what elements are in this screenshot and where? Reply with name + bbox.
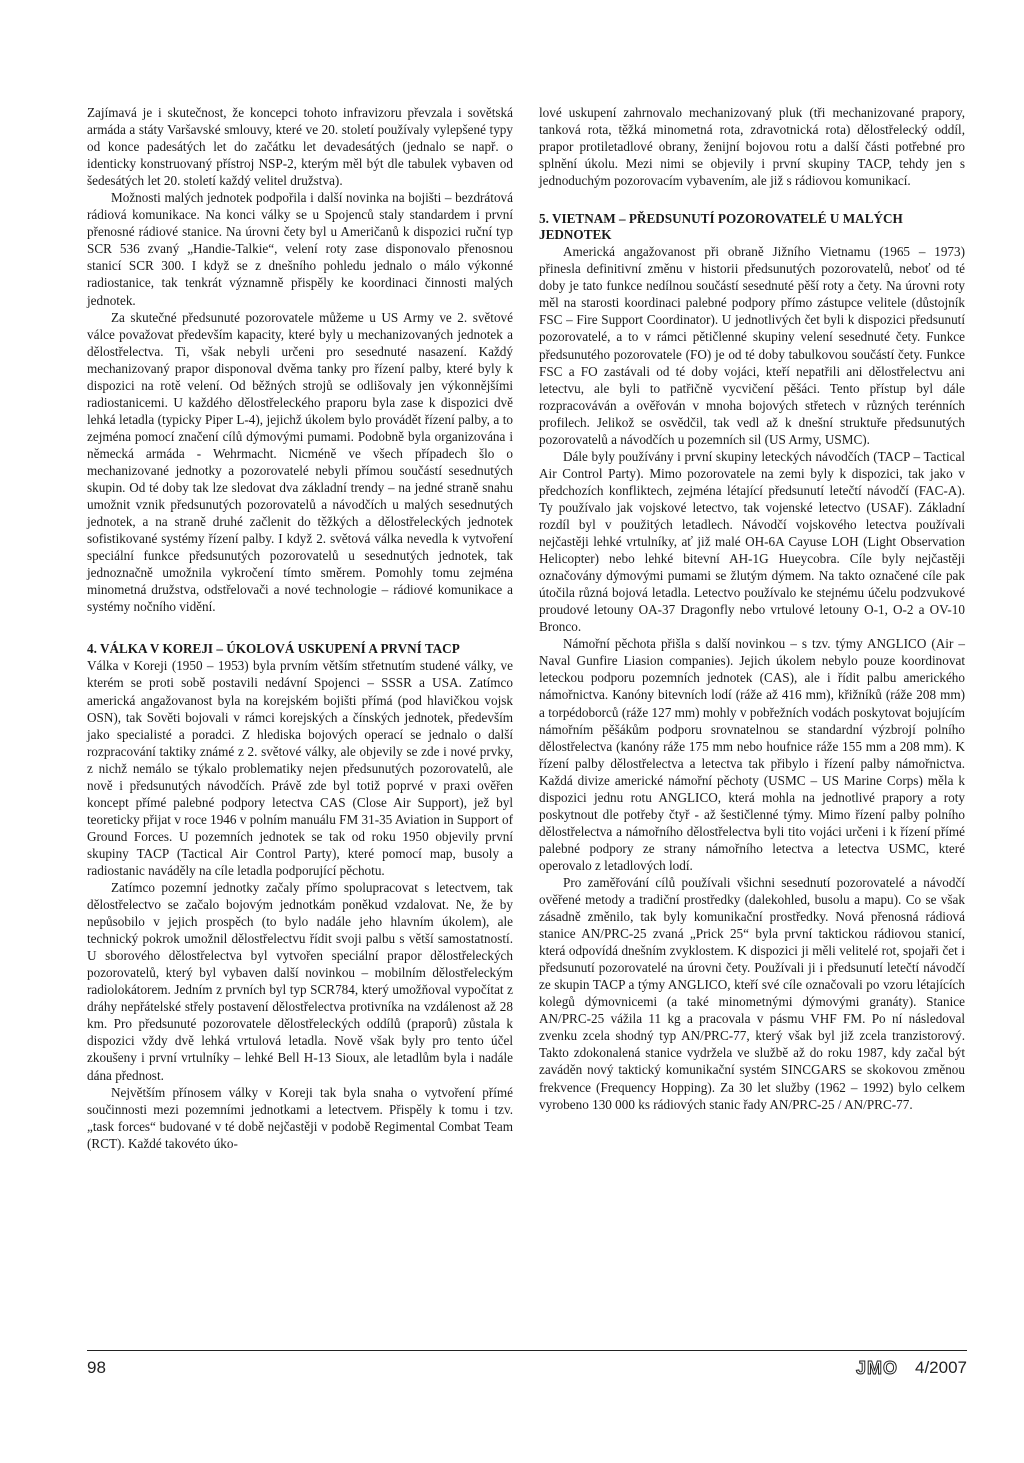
paragraph: Možnosti malých jednotek podpořila i další novinka na bojišti – bezdrátová rádiová komunikace. Na konci války se u Spojenců staly standardem i první přenosné rádiové stanice. Na úrovni čety byl u Američanů k dispozici ruční typ SCR 536 zvaný „Handie-Talkie“, velení roty zase disponovalo přenosnou stanicí SCR 300. I když se z dnešního pohledu jednalo o málo výkonné radiostanice, tak tenkrát významně přispěly ke koordinaci činnosti malých jednotek. [87, 190, 513, 308]
paragraph: Námořní pěchota přišla s další novinkou – s tzv. týmy ANGLICO (Air – Naval Gunfire Liasion companies). Jejich úkolem nebylo pouze koordinovat leteckou podporu pozemních jednotek (CAS), ale i řídit palbu amerického námořnictva. Kanóny bitevních lodí (ráže až 416 mm), křižníků (ráže 208 mm) a torpédoborců (ráže 127 mm) mohly v pobřežních vodách poskytovat bojujícím námořním pěšákům podporu srovnatelnou se standardní výzbrojí polního dělostřelectva (kanóny ráže 175 mm nebo houfnice ráže 155 mm a 208 mm). K řízení palby dělostřelectva a letectva tak přibylo i řízení palby námořnictva. Každá divize americké námořní pěchoty (USMC – US Marine Corps) měla k dispozici jednu rotu ANGLICO, která mohla na jednotlivé prapory a roty poskytnout dle potřeby čtyř - až šestičlenné týmy. Mimo řízení palby polního dělostřelectva a námořního dělostřelectva byli tito vojáci určeni i k řízení přímé palebné podpory ze strany námořního letectva a letectva USMC, které operovalo z letadlových lodí. [539, 636, 965, 873]
paragraph: Dále byly používány i první skupiny leteckých návodčích (TACP – Tactical Air Control Party). Mimo pozorovatele na zemi byly k dispozici, tak jako v předchozích konfliktech, zejména létající předsunutí letečtí návodčí (FAC-A). Ty používalo jak vojskové letectvo, tak vojenské letectvo (USAF). Základní rozdíl byl v použitých letadlech. Návodčí vojskového letectva používali nejčastěji lehké vrtulníky, ať již malé OH-6A Cayuse LOH (Light Observation Helicopter) nebo lehké bitevní AH-1G Hueycobra. Cíle byly nejčastěji označovány dýmovými pumami se žlutým dýmem. Na takto označené cíle pak útočila různá bojová letadla. Letectvo používalo ke stejnému účelu podzvukové proudové letouny OA-37 Dragonfly nebo vrtulové letouny O-1, O-2 a OV-10 Bronco. [539, 448, 965, 635]
paragraph: Za skutečné předsunuté pozorovatele můžeme u US Army ve 2. světové válce považovat především kapacity, které byly u mechanizovaných jednotek a dělostřelectva. Ti, však nebyli určeni pro sesednuté nasazení. Každý mechanizovaný prapor disponoval dvěma tanky pro řízení palby, které byly k dispozici na rotě velení. Od běžných strojů se odlišovaly jen výkonnějšími radiostanicemi. U každého dělostřeleckého praporu byla zase k dispozici dvě lehká letadla (typicky Piper L-4), jejichž úkolem bylo provádět řízení palby, a to zejména pomocí značení cílů dýmovými pumami. Podobně byla organizována i německá armáda - Wehrmacht. Nicméně ve všech případech šlo o mechanizované jednotky a pozorovatelé nebyli přímou součástí sesednutých skupin. Od té doby tak lze sledovat dva základní trendy – na jedné straně snahu umožnit vznik předsunutých pozorovatelů a návodčích u malých sesednutých jednotek, a na straně druhé začlenit do těžkých a dělostřeleckých jednotek sofistikované systémy řízení palby. I když 2. světová válka nevedla k vytvoření speciální funkce předsunutých pozorovatelů u sesednutých jednotek, tak jednoznačně umožnila vykročení tímto směrem. Pomohly tomu zejména minometná družstva, odstřelovači a nové technologie – rádiové komunikace a systémy nočního vidění. [87, 309, 513, 615]
issue-number: 4/2007 [915, 1358, 967, 1377]
paragraph: Americká angažovanost při obraně Jižního Vietnamu (1965 – 1973) přinesla definitivní změnu v historii předsunutých pozorovatelů, neboť od té doby je tato funkce nedílnou součástí sesednuté pěší roty a čety. Na úrovni roty měl na starosti koordinaci palebné podpory přímo zástupce velitele (důstojník FSC – Fire Support Coordinator). U jednotlivých čet byli k dispozici předsunutí pozorovatelé, a to v rámci pětičlenné skupiny velení sesednuté čety. Funkce předsunutého pozorovatele (FO) je od té doby tabulkovou součástí čety. Funkce FSC a FO zastávali od té doby vojáci, kteří nepatřili ani dělostřelectvu ani letectvu, ale byli to patřičně vycvičení pěšáci. Tento přístup byl dále rozpracováván a ověřován v mnoha bojových střetech v různých terénních profilech. Jelikož se osvědčil, tak vedl až k dnešní struktuře předsunutých pozorovatelů a návodčích u pozemních sil (US Army, USMC). [539, 244, 965, 447]
paragraph: Největším přínosem války v Koreji tak byla snaha o vytvoření přímé součinnosti mezi pozemními jednotkami a letectvem. Přispěly k tomu i tzv. „task forces“ budované v té době nejčastěji v podobě Regimental Combat Team (RCT). Každé takovéto úko- [87, 1084, 513, 1151]
journal-logo: JMO [856, 1358, 899, 1378]
paragraph: Zatímco pozemní jednotky začaly přímo spolupracovat s letectvem, tak dělostřelectvo se začalo bojovým jednotkám poněkud vzdalovat. Ne, že by nepůsobilo v jejich prospěch (to bylo nadále jeho hlavním úkolem), ale technický pokrok umožnil dělostřelectvu řídit svoji palbu s větší samostatností. U sborového dělostřelectva byl vytvořen speciální prapor dělostřeleckých pozorovatelů, který byl vybaven další novinkou – mobilním dělostřeleckým radiolokátorem. Jedním z prvních byl typ SCR784, který umožňoval vypočítat z dráhy nepřátelské střely postavení dělostřelectva protivníka na vzdálenost až 28 km. Pro předsunuté pozorovatele dělostřeleckých oddílů (praporů) zůstala k dispozici vždy dvě lehká vrtulová letadla. Nově však byly pro tento účel zkoušeny i první vrtulníky – lehké Bell H-13 Sioux, ale letadlům byla i nadále dána přednost. [87, 880, 513, 1083]
section-heading-4: 4. VÁLKA V KOREJI – ÚKOLOVÁ USKUPENÍ A PRVNÍ TACP [87, 641, 460, 657]
paragraph: Válka v Koreji (1950 – 1953) byla prvním větším střetnutím studené války, ve kterém se proti sobě postavili nedávní Spojenci – SSSR a USA. Zatímco americká angažovanost byla na korejském bojišti přímá (pod hlavičkou vojsk OSN), tak Sověti bojovali v rámci korejských a čínských jednotek, především jako specialisté a poradci. Z hlediska bojových operací se jednalo o další rozpracování taktiky známé z 2. světové války, ale objevily se zde i nové prvky, z nichž nemálo se týkalo problematiky nejen předsunutých pozorovatelů, ale nově i předsunutých návodčích. Právě zde byl totiž poprvé v praxi ověřen koncept přímé palebné podpory letectva CAS (Close Air Support), jež byl teoreticky přijat v roce 1946 v polním manuálu FM 31-35 Aviation in Support of Ground Forces. U pozemních jednotek se tak od roku 1950 objevily první skupiny TACP (Tactical Air Control Party), které pomocí map, busoly a radiostanic naváděly na cíle letadla podporující pěchotu. [87, 658, 513, 878]
paragraph: Zajímavá je i skutečnost, že koncepci tohoto infravizoru převzala i sovětská armáda a státy Varšavské smlouvy, které ve 20. století používaly vylepšené typy od konce padesátých let do začátku let devadesátých (jednalo se např. o identicky konstruovaný přístroj NSP-2, kterým měl být dle tabulek vybaven od šedesátých let 20. století každý velitel družstva). [87, 105, 513, 189]
section-heading-5: 5. VIETNAM – PŘEDSUNUTÍ POZOROVATELÉ U MALÝCH JEDNOTEK [539, 211, 903, 243]
footer-divider [87, 1350, 967, 1351]
paragraph: Pro zaměřování cílů používali všichni sesednutí pozorovatelé a návodčí ověřené metody a tradiční prostředky (dalekohled, busolu a mapu). Co se však zásadně změnilo, tak byly komunikační prostředky. Nová přenosná rádiová stanice AN/PRC-25 zvaná „Prick 25“ byla první taktickou rádiovou stanicí, která odpovídá dnešním zvyklostem. K dispozici ji měli velitelé rot, spojaři čet i předsunutí pozorovatelé na úrovni čety. Používali ji i předsunutí letečtí návodčí ze skupin TACP a týmy ANGLICO, kteří své cíle označovali po vzoru létajících kolegů dýmovnicemi (a také minometnými dýmovými granáty). Stanice AN/PRC-25 vážila 11 kg a pracovala v pásmu VHF FM. Po ní následoval zvenku zcela shodný typ AN/PRC-77, který však byl již zcela tranzistorový. Takto zdokonalená stanice vydržela ve službě až do roku 1987, kdy začal být zaváděn nový taktický komunikační systém SINCGARS se skokovou změnou frekvence (Frequency Hopping). Za 30 let služby (1962 – 1992) bylo celkem vyrobeno 130 000 ks rádiových stanic řady AN/PRC-25 / AN/PRC-77. [539, 874, 965, 1112]
paragraph: lové uskupení zahrnovalo mechanizovaný pluk (tři mechanizované prapory, tanková rota, těžká minometná rota, zdravotnická rota) dělostřelecký oddíl, prapor protiletadlové obrany, ženijní bojovou rotu a další části potřebné pro splnění úkolu. Mezi nimi se objevily i první skupiny TACP, tehdy jen s jednoduchým pozorovacím vybavením, ale již s rádiovou komunikací. [539, 105, 965, 189]
left-column [87, 104, 513, 1152]
page-number: 98 [87, 1358, 106, 1377]
right-column [539, 104, 965, 1113]
